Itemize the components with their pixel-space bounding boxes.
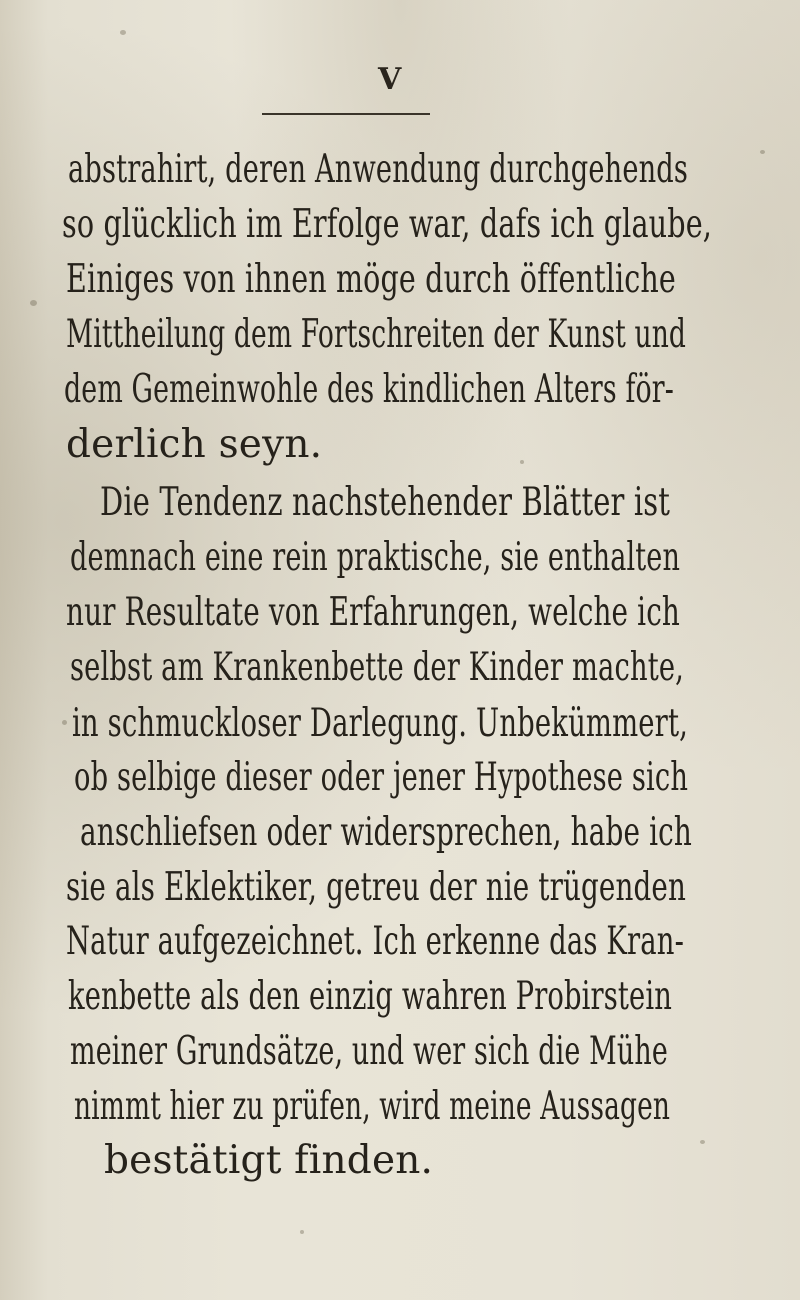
text-line: demnach eine rein praktische, sie enthalten — [70, 535, 681, 580]
text-line: meiner Grundsätze, und wer sich die Mühe — [70, 1029, 668, 1074]
text-line: anschliefsen oder widersprechen, habe ich — [80, 810, 692, 855]
text-line: bestätigt finden. — [104, 1138, 434, 1183]
text-line: derlich seyn. — [66, 422, 323, 467]
foxing-spot — [700, 1140, 705, 1144]
foxing-spot — [520, 460, 524, 464]
text-line: Natur aufgezeichnet. Ich erkenne das Kran- — [66, 919, 684, 964]
text-line: Mittheilung dem Fortschreiten der Kunst und — [66, 312, 687, 357]
text-line: selbst am Krankenbette der Kinder machte, — [70, 645, 685, 690]
text-line: nimmt hier zu prüfen, wird meine Aussagen — [74, 1084, 671, 1129]
text-line: Die Tendenz nachstehender Blätter ist — [100, 480, 671, 525]
page-number: V — [378, 62, 403, 97]
text-line: sie als Eklektiker, getreu der nie trügenden — [66, 865, 687, 910]
foxing-spot — [120, 30, 126, 35]
foxing-spot — [300, 1230, 304, 1234]
text-line: nur Resultate von Erfahrungen, welche ich — [66, 590, 681, 635]
text-line: kenbette als den einzig wahren Probirstein — [68, 974, 673, 1019]
text-line: dem Gemeinwohle des kindlichen Alters för- — [64, 367, 674, 412]
text-line: ob selbige dieser oder jener Hypothese sich — [74, 755, 689, 800]
text-line: in schmuckloser Darlegung. Unbekümmert, — [72, 701, 689, 746]
header-rule — [262, 113, 430, 115]
foxing-spot — [30, 300, 37, 306]
text-line: abstrahirt, deren Anwendung durchgehends — [68, 147, 688, 192]
foxing-spot — [760, 150, 765, 154]
text-line: Einiges von ihnen möge durch öffentliche — [66, 257, 676, 302]
text-line: so glücklich im Erfolge war, dafs ich glaube, — [62, 202, 713, 247]
foxing-spot — [62, 720, 67, 725]
